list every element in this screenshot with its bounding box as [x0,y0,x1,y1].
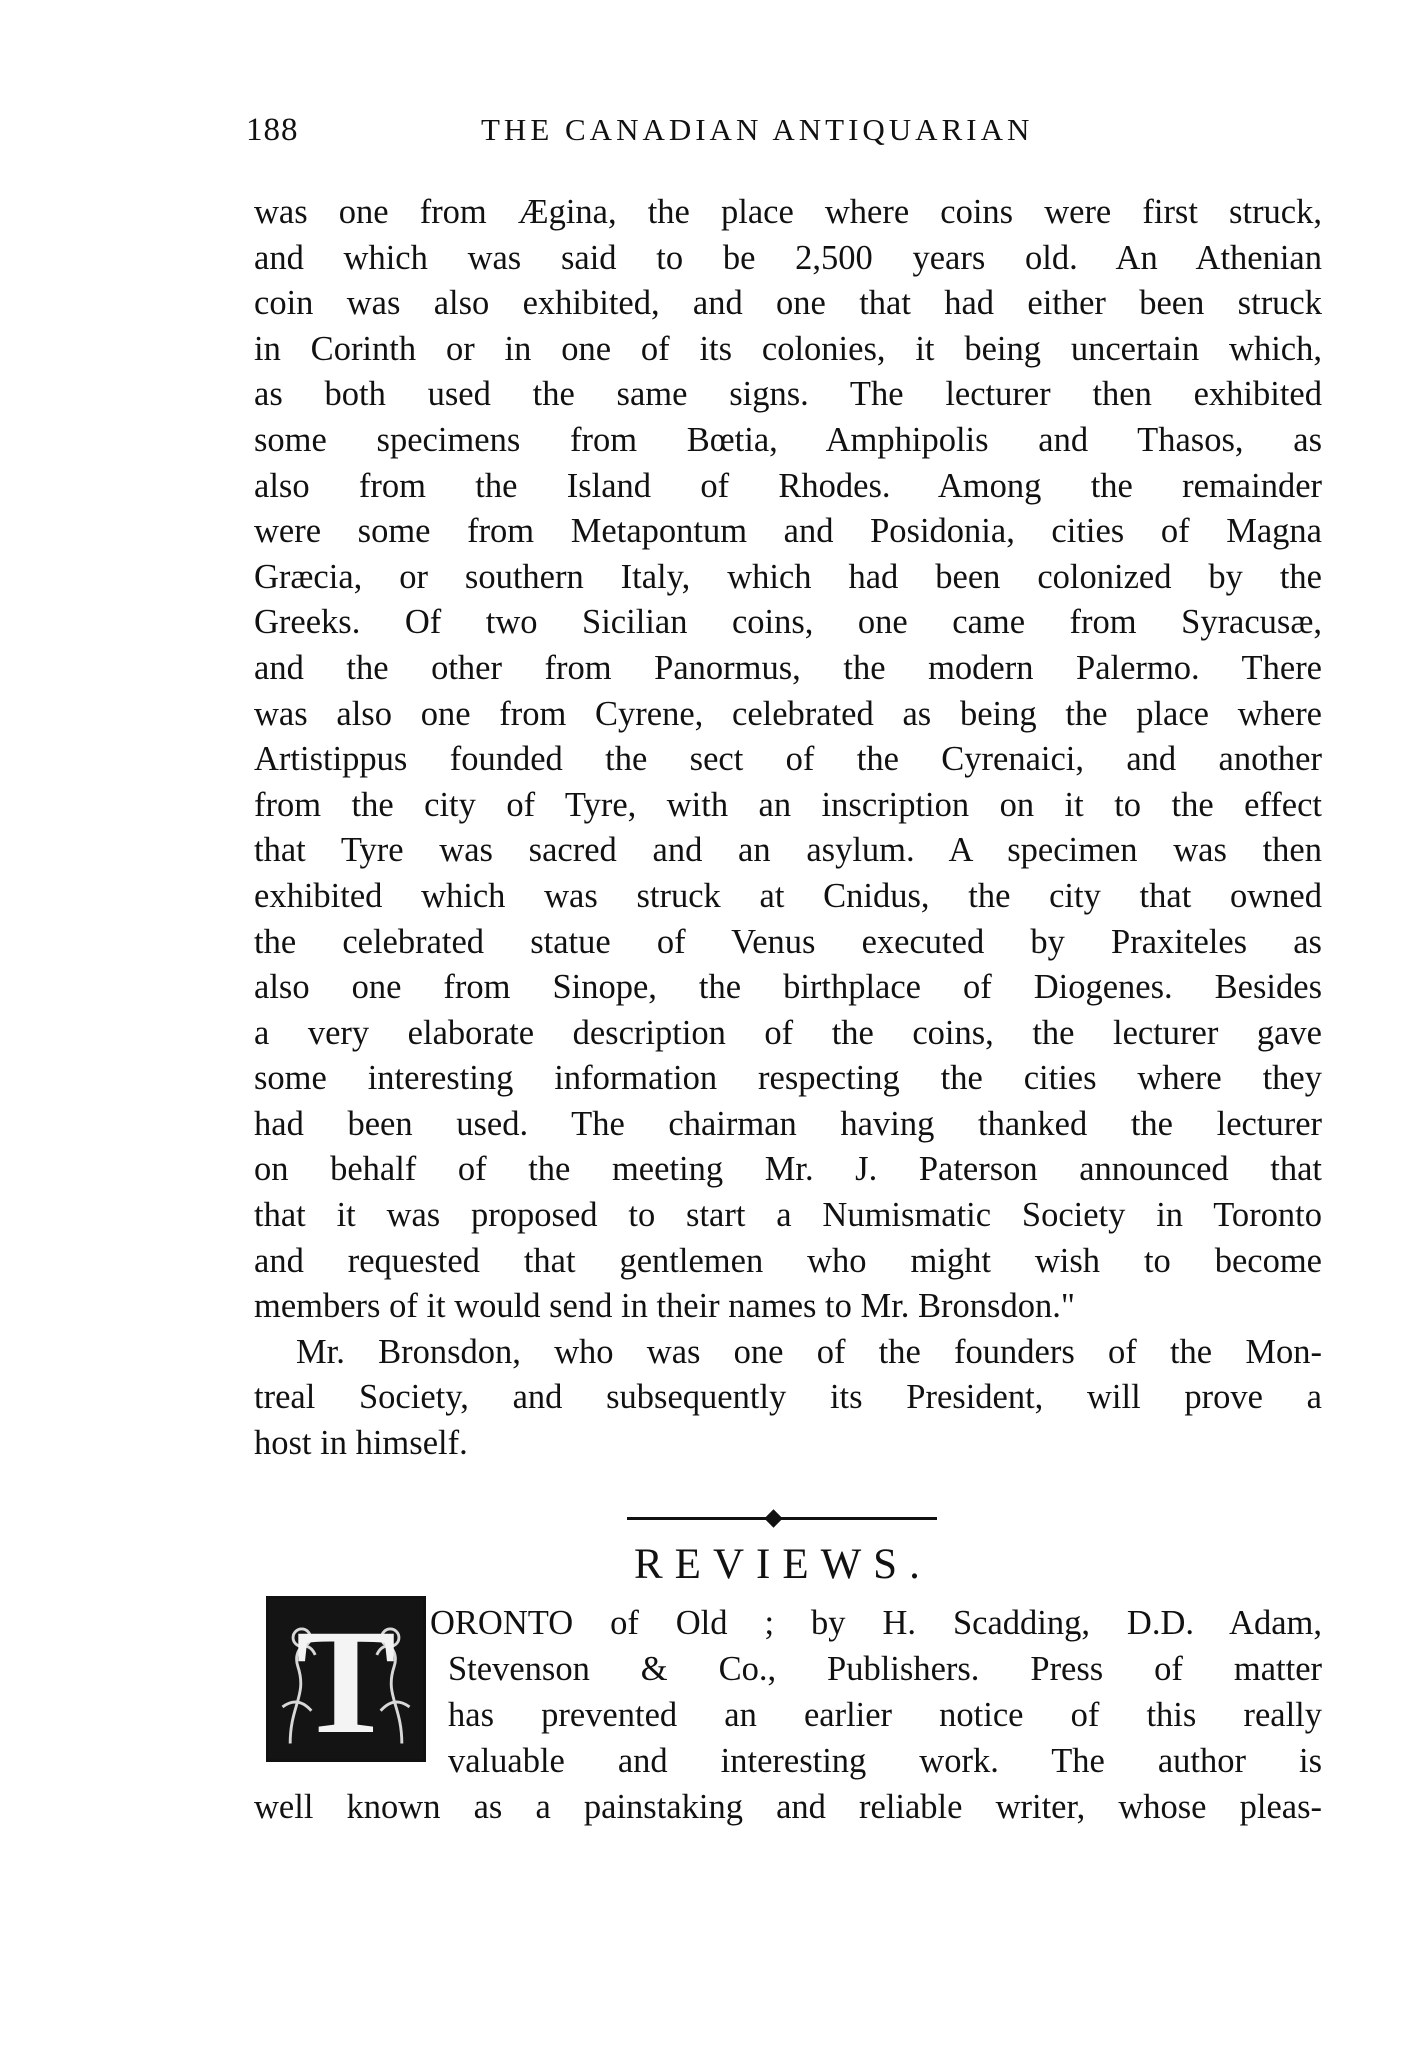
text-line: that Tyre was sacred and an asylum. A specimen was then [254,831,1322,870]
ornamental-dropcap [266,1596,426,1765]
text-line: Mr. Bronsdon, who was one of the founders of the Mon- [296,1332,1322,1371]
text-line: some interesting information respecting the cities where they [254,1059,1322,1098]
reviews-heading: REVIEWS. [634,1541,932,1588]
text-line: in Corinth or in one of its colonies, it being uncertain which, [254,329,1322,368]
text-line: a very elaborate description of the coins, the lecturer gave [254,1013,1322,1052]
text-line: and the other from Panormus, the modern Palermo. There [254,648,1322,687]
divider-diamond-ornament [764,1509,782,1527]
review-text-block [430,1600,1322,1784]
page-number: 188 [246,112,299,148]
text-line: on behalf of the meeting Mr. J. Paterson announced that [254,1150,1322,1189]
text-line: also from the Island of Rhodes. Among the remainder [254,466,1322,505]
review-first-line: ORONTO of Old ; by H. Scadding, D.D. Adam, [430,1604,1322,1642]
review-continuation [254,1784,1322,1830]
text-line: coin was also exhibited, and one that had either been struck [254,284,1322,323]
text-line: Greeks. Of two Sicilian coins, one came from Syracusæ, [254,603,1322,642]
section-divider [627,1511,937,1525]
journal-title: THE CANADIAN ANTIQUARIAN [481,112,1034,147]
text-line: were some from Metapontum and Posidonia, cities of Magna [254,512,1322,551]
text-line: well known as a painstaking and reliable writer, whose pleas- [254,1788,1322,1826]
text-line: Stevenson & Co., Publishers. Press of matter [448,1650,1322,1688]
text-line: exhibited which was struck at Cnidus, the city that owned [254,876,1322,915]
dropcap-letter: T [295,1599,397,1765]
text-line: host in himself. [254,1424,468,1463]
text-line: and requested that gentlemen who might wish to become [254,1241,1322,1280]
text-line: as both used the same signs. The lecturer then exhibited [254,375,1322,414]
text-line: Græcia, or southern Italy, which had been colonized by the [254,557,1322,596]
text-line: the celebrated statue of Venus executed by Praxiteles as [254,922,1322,961]
main-text-block [254,190,1322,1467]
text-line: Artistippus founded the sect of the Cyrenaici, and another [254,740,1322,779]
text-line: had been used. The chairman having thanked the lecturer [254,1104,1322,1143]
text-line: from the city of Tyre, with an inscription on it to the effect [254,785,1322,824]
text-line: and which was said to be 2,500 years old. An Athenian [254,238,1322,277]
text-line: treal Society, and subsequently its President, will prove a [254,1378,1322,1417]
text-line: was also one from Cyrene, celebrated as being the place where [254,694,1322,733]
text-line: has prevented an earlier notice of this really [448,1696,1322,1734]
text-line: was one from Ægina, the place where coins were first struck, [254,193,1322,231]
running-head [246,112,1326,162]
text-line: also one from Sinope, the birthplace of Diogenes. Besides [254,968,1322,1007]
text-line: that it was proposed to start a Numismatic Society in Toronto [254,1196,1322,1235]
text-line: members of it would send in their names to Mr. Bronsdon." [254,1287,1075,1326]
text-line: valuable and interesting work. The author is [448,1742,1322,1780]
text-line: some specimens from Bœtia, Amphipolis and Thasos, as [254,420,1322,459]
